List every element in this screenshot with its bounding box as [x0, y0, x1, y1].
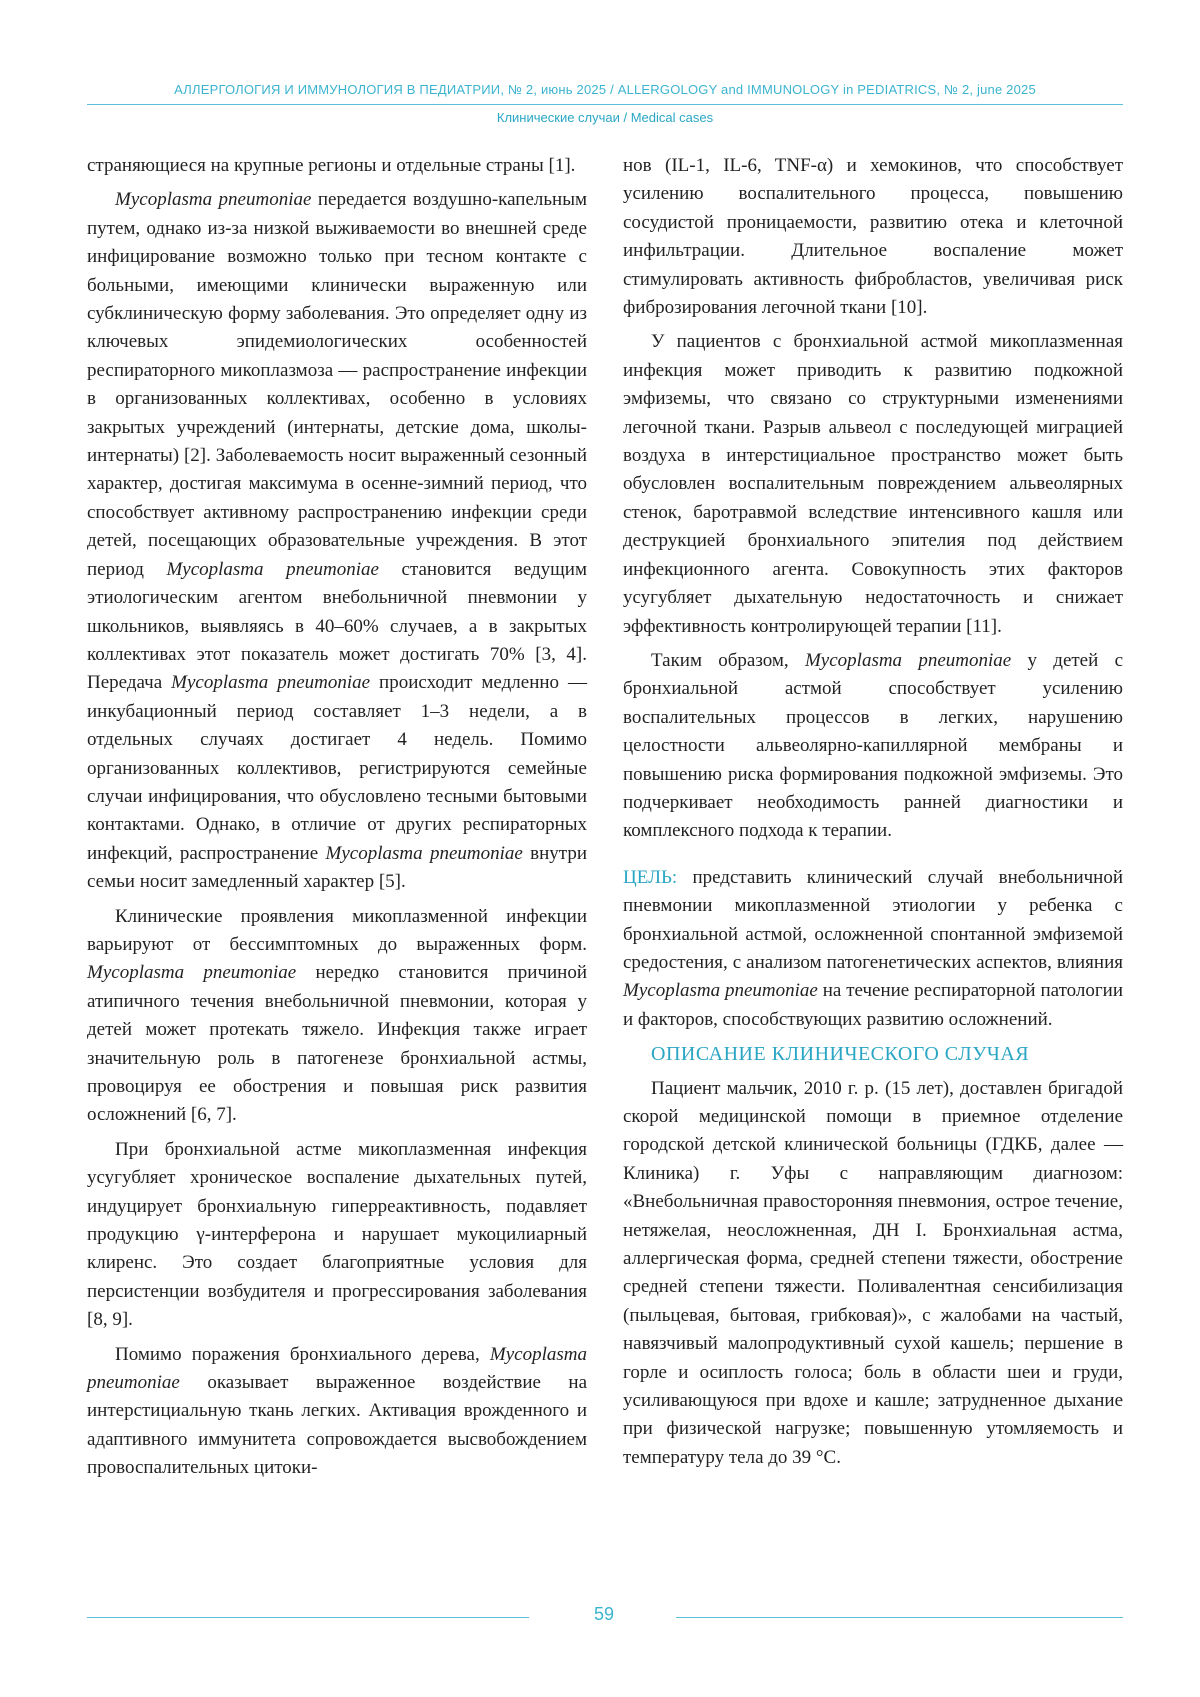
paragraph	[87, 1341, 587, 1483]
italic-term: Mycoplasma pneumoniae	[804, 649, 1012, 671]
text-run: Таким образом,	[651, 649, 805, 671]
paragraph	[87, 186, 587, 896]
italic-term: Mycoplasma pneumoniae	[115, 189, 312, 211]
paragraph: Пациент мальчик, 2010 г. р. (15 лет), доставлен бригадой скорой медицинской помощи в приемное отделение городской детской клинической больницы (ГДКБ, далее — Клиника) г. Уфы с направляющим диагнозом: «Внебольничная правосторонняя пневмония, острое течение, нетяжелая, неосложненная, ДН I. Бронхиальная астма, аллергическая форма, средней степени тяжести, обострение средней степени тяжести. Поливалентная сенсибилизация (пыльцевая, бытовая, грибковая)», с жалобами на частый, навязчивый малопродуктивный сухой кашель; першение в горле и осиплость голоса; боль в области шеи и груди, усиливающуюся при вдохе и кашле; затрудненное дыхание при физической нагрузке; повышенную утомляемость и температуру тела до 39 °С.	[623, 1077, 1123, 1468]
italic-term: Mycoplasma pneumoniae	[166, 558, 379, 580]
text-run: внутри семьи носит замедленный характер [5].	[87, 842, 587, 893]
section-heading: ОПИСАНИЕ КЛИНИЧЕСКОГО СЛУЧАЯ	[651, 1043, 1030, 1066]
text-run: становится ведущим этиологическим агентом внебольничной пневмонии у школьников, выявляясь в 40–60% случаев, а в закрытых коллективах этот показатель может достигать 70% [3, 4]. Передача	[87, 558, 587, 694]
page-number: 59	[593, 1604, 615, 1624]
paragraph: При бронхиальной астме микоплазменная инфекция усугубляет хроническое воспаление дыхательных путей, индуцирует бронхиальную гиперреактивность, подавляет продукцию γ-интерферона и нарушает мукоцилиарный клиренс. Это создает благоприятные условия для персистенции возбудителя и прогрессирования заболевания [8, 9].	[87, 1138, 587, 1331]
text-run: представить клинический случай внебольничной пневмонии микоплазменной этиологии у ребенка с бронхиальной астмой, осложненной спонтанной эмфиземой средостения, с анализом патогенетических аспектов, влияния	[623, 866, 1123, 973]
footer-divider-right	[676, 1617, 1123, 1618]
footer-divider-left	[87, 1617, 529, 1618]
italic-term: Mycoplasma pneumoniae	[325, 842, 523, 864]
text-run: передается воздушно-капельным путем, однако из-за низкой выживаемости во внешней среде инфицирование возможно только при тесном контакте с больными, имеющими клинически выраженную или субклиническую форму заболевания. Это определяет одну из ключевых эпидемиологических особенностей респираторного микоплазмоза — распространение инфекции в организованных коллективах, особенно в условиях закрытых учреждений (интернаты, детские дома, школы-интернаты) [2]. Заболеваемость носит выраженный сезонный характер, достигая максимума в осенне-зимний период, что способствует активному распространению инфекции среди детей, посещающих образовательные учреждения. В этот период	[87, 189, 587, 580]
italic-term: Mycoplasma pneumoniae	[87, 1343, 587, 1394]
paragraph	[623, 647, 1123, 846]
italic-term: Mycoplasma pneumoniae	[623, 980, 818, 1002]
right-column	[623, 152, 1123, 1478]
header-divider	[87, 104, 1123, 105]
goal-paragraph	[623, 864, 1123, 1034]
paragraph: У пациентов с бронхиальной астмой микоплазменная инфекция может приводить к развитию подкожной эмфиземы, что связано со структурными изменениями легочной ткани. Разрыв альвеол с последующей миграцией воздуха в интерстициальное пространство может быть обусловлен воспалительным повреждением альвеолярных стенок, баротравмой вследствие интенсивного кашля или деструкцией бронхиального эпителия под действием инфекционного агента. Совокупность этих факторов усугубляет дыхательную недостаточность и снижает эффективность контролирующей терапии [11].	[623, 331, 1123, 637]
text-run: у детей с бронхиальной астмой способствует усилению воспалительных процессов в легких, нарушению целостности альвеолярно-капиллярной мембраны и повышению риска формирования подкожной эмфиземы. Это подчеркивает необходимость ранней диагностики и комплексного подхода к терапии.	[623, 649, 1123, 842]
italic-term: Mycoplasma pneumoniae	[87, 962, 297, 984]
text-run: Помимо поражения бронхиального дерева,	[115, 1343, 490, 1365]
section-tag: Клинические случаи / Medical cases	[496, 110, 714, 125]
text-run: Клинические проявления микоплазменной инфекции варьируют от бессимптомных до выраженных форм.	[87, 905, 587, 955]
goal-label: ЦЕЛЬ:	[623, 866, 678, 888]
paragraph	[87, 903, 587, 1130]
left-column	[87, 152, 587, 1489]
text-run: на течение респираторной патологии и факторов, способствующих развитию осложнений.	[623, 980, 1123, 1030]
paragraph: нов (IL-1, IL-6, TNF-α) и хемокинов, что способствует усилению воспалительного процесса, повышению сосудистой проницаемости, развитию отека и клеточной инфильтрации. Длительное воспаление может стимулировать активность фибробластов, увеличивая риск фиброзирования легочной ткани [10].	[623, 155, 1123, 319]
paragraph: страняющиеся на крупные регионы и отдельные страны [1].	[87, 155, 576, 176]
text-run: нередко становится причиной атипичного течения внебольничной пневмонии, которая у детей может протекать тяжело. Инфекция также играет значительную роль в патогенезе бронхиальной астмы, провоцируя ее обострения и повышая риск развития осложнений [6, 7].	[87, 962, 587, 1126]
italic-term: Mycoplasma pneumoniae	[171, 672, 371, 694]
journal-header: АЛЛЕРГОЛОГИЯ И ИММУНОЛОГИЯ В ПЕДИАТРИИ, № 2, июнь 2025 / ALLERGOLOGY and IMMUNOLOGY in PEDIATRICS, № 2, june 2025	[174, 82, 1036, 97]
text-run: оказывает выраженное воздействие на интерстициальную ткань легких. Активация врожденного и адаптивного иммунитета сопровождается высвобождением провоспалительных цитоки-	[87, 1372, 587, 1479]
text-run: происходит медленно — инкубационный период составляет 1–3 недели, а в отдельных случаях достигает 4 недель. Помимо организованных коллективов, регистрируются семейные случаи инфицирования, что обусловлено тесными бытовыми контактами. Однако, в отличие от других респираторных инфекций, распространение	[87, 672, 587, 864]
